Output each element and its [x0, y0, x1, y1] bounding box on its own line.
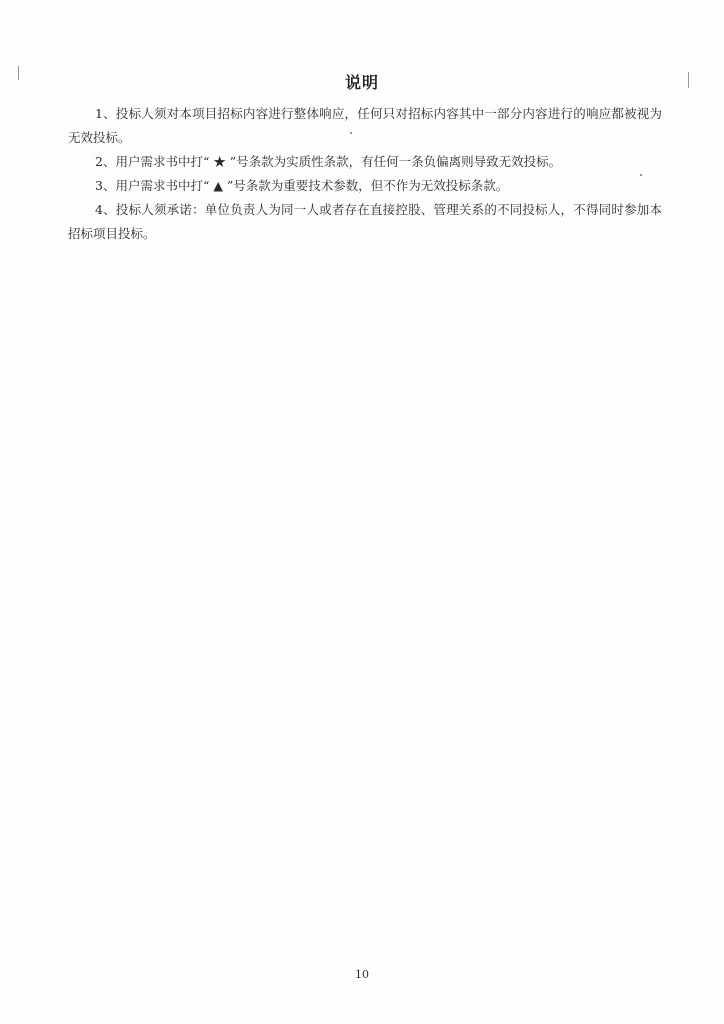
page-number: 10	[355, 968, 369, 981]
body-text	[68, 102, 662, 246]
paragraph-4: 4、投标人须承诺：单位负责人为同一人或者存在直接控股、管理关系的不同投标人，不得同时参加本招标项目投标。	[68, 202, 662, 241]
paragraph-2: 2、用户需求书中打“ ★ ”号条款为实质性条款，有任何一条负偏离则导致无效投标。	[95, 154, 562, 169]
paragraph-1: 1、投标人须对本项目招标内容进行整体响应，任何只对招标内容其中一部分内容进行的响应都被视为无效投标。	[68, 106, 662, 145]
page-title: 说明	[344, 73, 379, 92]
paragraph-3: 3、用户需求书中打“ ▲ ”号条款为重要技术参数，但不作为无效投标条款。	[95, 178, 509, 193]
